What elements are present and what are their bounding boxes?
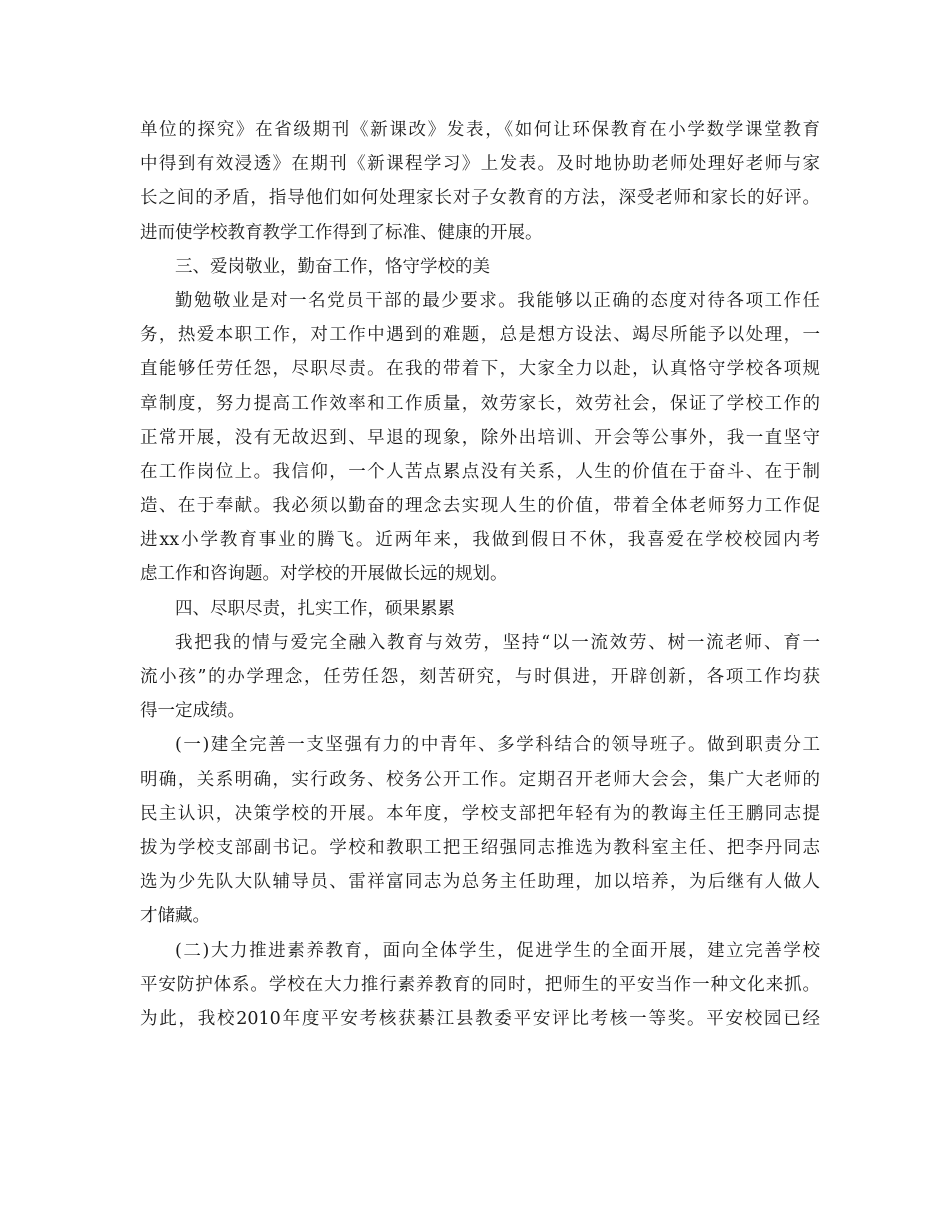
text-line: 务，热爱本职工作，对工作中遇到的难题，总是想方设法、竭尽所能予以处理，一 bbox=[140, 325, 820, 346]
text-line: 长之间的矛盾，指导他们如何处理家长对子女教育的方法，深受老师和家长的好评。 bbox=[140, 188, 820, 209]
text-line: 为此，我校2010年度平安考核获綦江县教委平安评比考核一等奖。平安校园已经 bbox=[140, 1008, 820, 1029]
text-line: (一)建全完善一支坚强有力的中青年、多学科结合的领导班子。做到职责分工 bbox=[175, 735, 820, 756]
text-line: 直能够任劳任怨，尽职尽责。在我的带着下，大家全力以赴，认真恪守学校各项规 bbox=[140, 359, 820, 380]
text-line: 才储藏。 bbox=[140, 906, 210, 927]
text-line: 得一定成绩。 bbox=[140, 701, 245, 722]
text-line: 进xx小学教育事业的腾飞。近两年来，我做到假日不休，我喜爱在学校校园内考 bbox=[140, 530, 820, 551]
text-line: 我把我的情与爱完全融入教育与效劳，坚持“以一流效劳、树一流老师、育一 bbox=[175, 632, 820, 653]
text-line: 正常开展，没有无故迟到、早退的现象，除外出培训、开会等公事外，我一直坚守 bbox=[140, 427, 820, 448]
text-line: 章制度，努力提高工作效率和工作质量，效劳家长，效劳社会，保证了学校工作的 bbox=[140, 393, 820, 414]
text-line: 造、在于奉献。我必须以勤奋的理念去实现人生的价值，带着全体老师努力工作促 bbox=[140, 496, 820, 517]
text-line: 流小孩”的办学理念，任劳任怨，刻苦研究，与时俱进，开辟创新，各项工作均获 bbox=[140, 667, 820, 687]
text-line: 在工作岗位上。我信仰，一个人苦点累点没有关系，人生的价值在于奋斗、在于制 bbox=[140, 461, 820, 482]
text-line: 明确，关系明确，实行政务、校务公开工作。定期召开老师大会会，集广大老师的 bbox=[140, 769, 820, 790]
text-line: 勤勉敬业是对一名党员干部的最少要求。我能够以正确的态度对待各项工作任 bbox=[175, 290, 820, 311]
text-line: 中得到有效浸透》在期刊《新课程学习》上发表。及时地协助老师处理好老师与家 bbox=[140, 154, 820, 175]
text-line: 进而使学校教育教学工作得到了标准、健康的开展。 bbox=[140, 222, 543, 243]
text-line: 民主认识，决策学校的开展。本年度，学校支部把年轻有为的教诲主任王鹏同志提 bbox=[140, 803, 820, 824]
text-line: 单位的探究》在省级期刊《新课改》发表，《如何让环保教育在小学数学课堂教育 bbox=[140, 120, 820, 140]
document-body bbox=[140, 113, 820, 1036]
text-line: 四、尽职尽责，扎实工作，硕果累累 bbox=[175, 598, 455, 619]
text-line: 虑工作和咨询题。对学校的开展做长远的规划。 bbox=[140, 564, 508, 585]
text-line: (二)大力推进素养教育，面向全体学生，促进学生的全面开展，建立完善学校 bbox=[175, 940, 820, 961]
text-line: 三、爱岗敬业，勤奋工作，恪守学校的美 bbox=[175, 256, 490, 277]
text-line: 拔为学校支部副书记。学校和教职工把王绍强同志推选为教科室主任、把李丹同志 bbox=[140, 837, 820, 858]
text-line: 选为少先队大队辅导员、雷祥富同志为总务主任助理，加以培养，为后继有人做人 bbox=[140, 872, 820, 893]
text-line: 平安防护体系。学校在大力推行素养教育的同时，把师生的平安当作一种文化来抓。 bbox=[140, 974, 820, 995]
